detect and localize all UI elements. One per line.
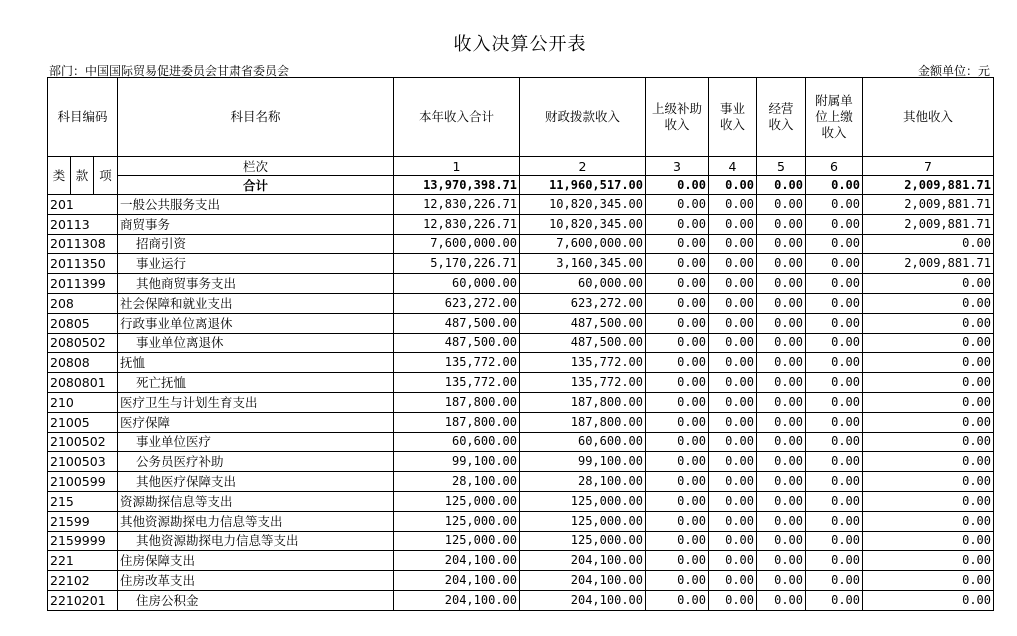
row-total: 135,772.00 xyxy=(394,373,520,393)
row-other: 2,009,881.71 xyxy=(863,195,994,215)
row-other: 0.00 xyxy=(863,590,994,610)
row-fiscal: 204,100.00 xyxy=(520,571,646,591)
col-index-7: 7 xyxy=(863,157,994,176)
row-code: 20808 xyxy=(48,353,118,373)
row-superior: 0.00 xyxy=(646,274,709,294)
row-operating: 0.00 xyxy=(757,491,806,511)
row-affiliated: 0.00 xyxy=(806,551,863,571)
col-index-1: 1 xyxy=(394,157,520,176)
row-code: 2080502 xyxy=(48,333,118,353)
row-name: 商贸事务 xyxy=(118,214,394,234)
row-business: 0.00 xyxy=(709,472,757,492)
row-name: 住房保障支出 xyxy=(118,551,394,571)
total-fiscal: 11,960,517.00 xyxy=(520,176,646,195)
row-fiscal: 187,800.00 xyxy=(520,412,646,432)
header-affiliated: 附属单位上缴收入 xyxy=(806,78,863,157)
table-row xyxy=(48,472,994,492)
row-operating: 0.00 xyxy=(757,274,806,294)
row-operating: 0.00 xyxy=(757,293,806,313)
table-row xyxy=(48,590,994,610)
row-affiliated: 0.00 xyxy=(806,254,863,274)
row-superior: 0.00 xyxy=(646,472,709,492)
row-other: 0.00 xyxy=(863,511,994,531)
row-business: 0.00 xyxy=(709,353,757,373)
header-total: 本年收入合计 xyxy=(394,78,520,157)
row-affiliated: 0.00 xyxy=(806,274,863,294)
row-fiscal: 125,000.00 xyxy=(520,531,646,551)
row-total: 135,772.00 xyxy=(394,353,520,373)
table-row xyxy=(48,274,994,294)
row-fiscal: 125,000.00 xyxy=(520,491,646,511)
col-index-6: 6 xyxy=(806,157,863,176)
row-total: 12,830,226.71 xyxy=(394,214,520,234)
page-title: 收入决算公开表 xyxy=(453,34,587,55)
row-total: 125,000.00 xyxy=(394,531,520,551)
row-operating: 0.00 xyxy=(757,333,806,353)
row-name: 住房改革支出 xyxy=(118,571,394,591)
total-row xyxy=(48,176,994,195)
row-operating: 0.00 xyxy=(757,313,806,333)
row-other: 0.00 xyxy=(863,472,994,492)
row-name: 招商引资 xyxy=(118,234,394,254)
row-code: 2100503 xyxy=(48,452,118,472)
sub-header-lei: 类 xyxy=(48,157,71,195)
row-name: 其他医疗保障支出 xyxy=(118,472,394,492)
table-row xyxy=(48,214,994,234)
row-fiscal: 10,820,345.00 xyxy=(520,195,646,215)
row-code: 2100502 xyxy=(48,432,118,452)
row-affiliated: 0.00 xyxy=(806,571,863,591)
table-row xyxy=(48,313,994,333)
row-fiscal: 99,100.00 xyxy=(520,452,646,472)
row-superior: 0.00 xyxy=(646,373,709,393)
row-affiliated: 0.00 xyxy=(806,293,863,313)
row-other: 2,009,881.71 xyxy=(863,254,994,274)
row-code: 2210201 xyxy=(48,590,118,610)
row-fiscal: 623,272.00 xyxy=(520,293,646,313)
row-other: 0.00 xyxy=(863,293,994,313)
row-fiscal: 135,772.00 xyxy=(520,353,646,373)
row-business: 0.00 xyxy=(709,412,757,432)
row-other: 0.00 xyxy=(863,531,994,551)
table-row xyxy=(48,432,994,452)
row-total: 487,500.00 xyxy=(394,313,520,333)
row-superior: 0.00 xyxy=(646,254,709,274)
row-name: 其他资源勘探电力信息等支出 xyxy=(118,531,394,551)
row-affiliated: 0.00 xyxy=(806,214,863,234)
header-operating: 经营收入 xyxy=(757,78,806,157)
row-business: 0.00 xyxy=(709,590,757,610)
row-fiscal: 204,100.00 xyxy=(520,551,646,571)
row-operating: 0.00 xyxy=(757,195,806,215)
row-code: 20805 xyxy=(48,313,118,333)
row-total: 187,800.00 xyxy=(394,412,520,432)
row-name: 公务员医疗补助 xyxy=(118,452,394,472)
row-affiliated: 0.00 xyxy=(806,511,863,531)
row-name: 事业单位医疗 xyxy=(118,432,394,452)
row-business: 0.00 xyxy=(709,195,757,215)
row-affiliated: 0.00 xyxy=(806,373,863,393)
row-superior: 0.00 xyxy=(646,412,709,432)
row-superior: 0.00 xyxy=(646,293,709,313)
row-affiliated: 0.00 xyxy=(806,234,863,254)
table-row xyxy=(48,551,994,571)
row-business: 0.00 xyxy=(709,373,757,393)
row-code: 21005 xyxy=(48,412,118,432)
row-affiliated: 0.00 xyxy=(806,412,863,432)
row-total: 12,830,226.71 xyxy=(394,195,520,215)
row-total: 623,272.00 xyxy=(394,293,520,313)
row-other: 0.00 xyxy=(863,274,994,294)
row-operating: 0.00 xyxy=(757,353,806,373)
table-row xyxy=(48,254,994,274)
row-affiliated: 0.00 xyxy=(806,353,863,373)
row-total: 99,100.00 xyxy=(394,452,520,472)
table-row xyxy=(48,491,994,511)
table-row xyxy=(48,195,994,215)
row-affiliated: 0.00 xyxy=(806,452,863,472)
row-superior: 0.00 xyxy=(646,452,709,472)
row-fiscal: 135,772.00 xyxy=(520,373,646,393)
row-code: 2011350 xyxy=(48,254,118,274)
row-total: 28,100.00 xyxy=(394,472,520,492)
row-superior: 0.00 xyxy=(646,531,709,551)
row-name: 医疗保障 xyxy=(118,412,394,432)
row-total: 187,800.00 xyxy=(394,392,520,412)
row-operating: 0.00 xyxy=(757,392,806,412)
row-operating: 0.00 xyxy=(757,571,806,591)
table-row xyxy=(48,531,994,551)
header-other: 其他收入 xyxy=(863,78,994,157)
row-fiscal: 487,500.00 xyxy=(520,333,646,353)
row-code: 2011308 xyxy=(48,234,118,254)
row-code: 2159999 xyxy=(48,531,118,551)
row-fiscal: 487,500.00 xyxy=(520,313,646,333)
unit-label: 金额单位：元 xyxy=(917,64,990,78)
income-table xyxy=(47,77,994,611)
row-fiscal: 60,600.00 xyxy=(520,432,646,452)
table-row xyxy=(48,511,994,531)
row-name: 资源勘探信息等支出 xyxy=(118,491,394,511)
total-affiliated: 0.00 xyxy=(806,176,863,195)
table-row xyxy=(48,412,994,432)
row-code: 210 xyxy=(48,392,118,412)
row-superior: 0.00 xyxy=(646,392,709,412)
table-row xyxy=(48,234,994,254)
total-other: 2,009,881.71 xyxy=(863,176,994,195)
row-total: 7,600,000.00 xyxy=(394,234,520,254)
row-superior: 0.00 xyxy=(646,571,709,591)
row-operating: 0.00 xyxy=(757,373,806,393)
row-name: 其他资源勘探电力信息等支出 xyxy=(118,511,394,531)
row-affiliated: 0.00 xyxy=(806,472,863,492)
row-name: 社会保障和就业支出 xyxy=(118,293,394,313)
row-operating: 0.00 xyxy=(757,531,806,551)
row-operating: 0.00 xyxy=(757,511,806,531)
row-code: 22102 xyxy=(48,571,118,591)
row-business: 0.00 xyxy=(709,491,757,511)
header-code: 科目编码 xyxy=(48,78,118,157)
row-fiscal: 60,000.00 xyxy=(520,274,646,294)
row-other: 0.00 xyxy=(863,234,994,254)
row-fiscal: 125,000.00 xyxy=(520,511,646,531)
row-name: 事业运行 xyxy=(118,254,394,274)
row-code: 208 xyxy=(48,293,118,313)
row-other: 0.00 xyxy=(863,412,994,432)
total-operating: 0.00 xyxy=(757,176,806,195)
row-business: 0.00 xyxy=(709,531,757,551)
row-operating: 0.00 xyxy=(757,472,806,492)
row-code: 215 xyxy=(48,491,118,511)
row-other: 0.00 xyxy=(863,551,994,571)
row-operating: 0.00 xyxy=(757,432,806,452)
header-superior: 上级补助收入 xyxy=(646,78,709,157)
row-business: 0.00 xyxy=(709,452,757,472)
sub-header-xiang: 项 xyxy=(94,157,118,195)
sub-header-kuan: 款 xyxy=(71,157,94,195)
row-operating: 0.00 xyxy=(757,254,806,274)
row-fiscal: 7,600,000.00 xyxy=(520,234,646,254)
row-business: 0.00 xyxy=(709,234,757,254)
row-total: 487,500.00 xyxy=(394,333,520,353)
row-superior: 0.00 xyxy=(646,432,709,452)
sub-header-lanci: 栏次 xyxy=(118,157,394,176)
row-operating: 0.00 xyxy=(757,590,806,610)
row-total: 60,600.00 xyxy=(394,432,520,452)
row-business: 0.00 xyxy=(709,214,757,234)
row-superior: 0.00 xyxy=(646,491,709,511)
row-fiscal: 3,160,345.00 xyxy=(520,254,646,274)
row-business: 0.00 xyxy=(709,254,757,274)
row-fiscal: 187,800.00 xyxy=(520,392,646,412)
total-business: 0.00 xyxy=(709,176,757,195)
row-superior: 0.00 xyxy=(646,313,709,333)
row-fiscal: 204,100.00 xyxy=(520,590,646,610)
row-code: 2080801 xyxy=(48,373,118,393)
column-index-row xyxy=(48,157,994,176)
row-affiliated: 0.00 xyxy=(806,590,863,610)
row-business: 0.00 xyxy=(709,551,757,571)
row-fiscal: 28,100.00 xyxy=(520,472,646,492)
row-business: 0.00 xyxy=(709,333,757,353)
header-row xyxy=(48,78,994,157)
row-name: 行政事业单位离退休 xyxy=(118,313,394,333)
row-operating: 0.00 xyxy=(757,452,806,472)
row-name: 其他商贸事务支出 xyxy=(118,274,394,294)
row-affiliated: 0.00 xyxy=(806,491,863,511)
row-superior: 0.00 xyxy=(646,214,709,234)
row-other: 0.00 xyxy=(863,373,994,393)
row-business: 0.00 xyxy=(709,511,757,531)
row-business: 0.00 xyxy=(709,274,757,294)
table-row xyxy=(48,373,994,393)
row-affiliated: 0.00 xyxy=(806,195,863,215)
row-affiliated: 0.00 xyxy=(806,313,863,333)
col-index-3: 3 xyxy=(646,157,709,176)
row-name: 一般公共服务支出 xyxy=(118,195,394,215)
row-superior: 0.00 xyxy=(646,590,709,610)
row-business: 0.00 xyxy=(709,392,757,412)
row-affiliated: 0.00 xyxy=(806,432,863,452)
row-other: 0.00 xyxy=(863,432,994,452)
row-name: 死亡抚恤 xyxy=(118,373,394,393)
row-total: 60,000.00 xyxy=(394,274,520,294)
row-other: 0.00 xyxy=(863,313,994,333)
row-total: 125,000.00 xyxy=(394,511,520,531)
row-code: 20113 xyxy=(48,214,118,234)
row-affiliated: 0.00 xyxy=(806,333,863,353)
row-business: 0.00 xyxy=(709,432,757,452)
row-name: 医疗卫生与计划生育支出 xyxy=(118,392,394,412)
row-superior: 0.00 xyxy=(646,195,709,215)
row-operating: 0.00 xyxy=(757,234,806,254)
col-index-5: 5 xyxy=(757,157,806,176)
row-affiliated: 0.00 xyxy=(806,392,863,412)
table-row xyxy=(48,293,994,313)
row-other: 2,009,881.71 xyxy=(863,214,994,234)
row-fiscal: 10,820,345.00 xyxy=(520,214,646,234)
table-row xyxy=(48,392,994,412)
row-code: 2011399 xyxy=(48,274,118,294)
row-total: 5,170,226.71 xyxy=(394,254,520,274)
row-other: 0.00 xyxy=(863,392,994,412)
row-superior: 0.00 xyxy=(646,234,709,254)
row-affiliated: 0.00 xyxy=(806,531,863,551)
row-operating: 0.00 xyxy=(757,214,806,234)
row-other: 0.00 xyxy=(863,491,994,511)
header-name: 科目名称 xyxy=(118,78,394,157)
row-other: 0.00 xyxy=(863,452,994,472)
row-other: 0.00 xyxy=(863,353,994,373)
col-index-2: 2 xyxy=(520,157,646,176)
row-business: 0.00 xyxy=(709,313,757,333)
row-business: 0.00 xyxy=(709,571,757,591)
row-name: 抚恤 xyxy=(118,353,394,373)
row-name: 住房公积金 xyxy=(118,590,394,610)
header-fiscal: 财政拨款收入 xyxy=(520,78,646,157)
row-total: 204,100.00 xyxy=(394,590,520,610)
row-code: 201 xyxy=(48,195,118,215)
row-total: 204,100.00 xyxy=(394,571,520,591)
total-superior: 0.00 xyxy=(646,176,709,195)
row-other: 0.00 xyxy=(863,333,994,353)
row-operating: 0.00 xyxy=(757,412,806,432)
row-superior: 0.00 xyxy=(646,353,709,373)
total-label: 合计 xyxy=(118,176,394,195)
row-code: 221 xyxy=(48,551,118,571)
row-operating: 0.00 xyxy=(757,551,806,571)
row-business: 0.00 xyxy=(709,293,757,313)
row-name: 事业单位离退休 xyxy=(118,333,394,353)
row-superior: 0.00 xyxy=(646,333,709,353)
row-total: 204,100.00 xyxy=(394,551,520,571)
total-total: 13,970,398.71 xyxy=(394,176,520,195)
row-superior: 0.00 xyxy=(646,511,709,531)
table-row xyxy=(48,353,994,373)
table-row xyxy=(48,571,994,591)
col-index-4: 4 xyxy=(709,157,757,176)
header-business: 事业收入 xyxy=(709,78,757,157)
table-row xyxy=(48,452,994,472)
row-code: 2100599 xyxy=(48,472,118,492)
row-superior: 0.00 xyxy=(646,551,709,571)
row-total: 125,000.00 xyxy=(394,491,520,511)
department-label: 部门：中国国际贸易促进委员会甘肃省委员会 xyxy=(49,64,290,78)
row-code: 21599 xyxy=(48,511,118,531)
table-row xyxy=(48,333,994,353)
row-other: 0.00 xyxy=(863,571,994,591)
